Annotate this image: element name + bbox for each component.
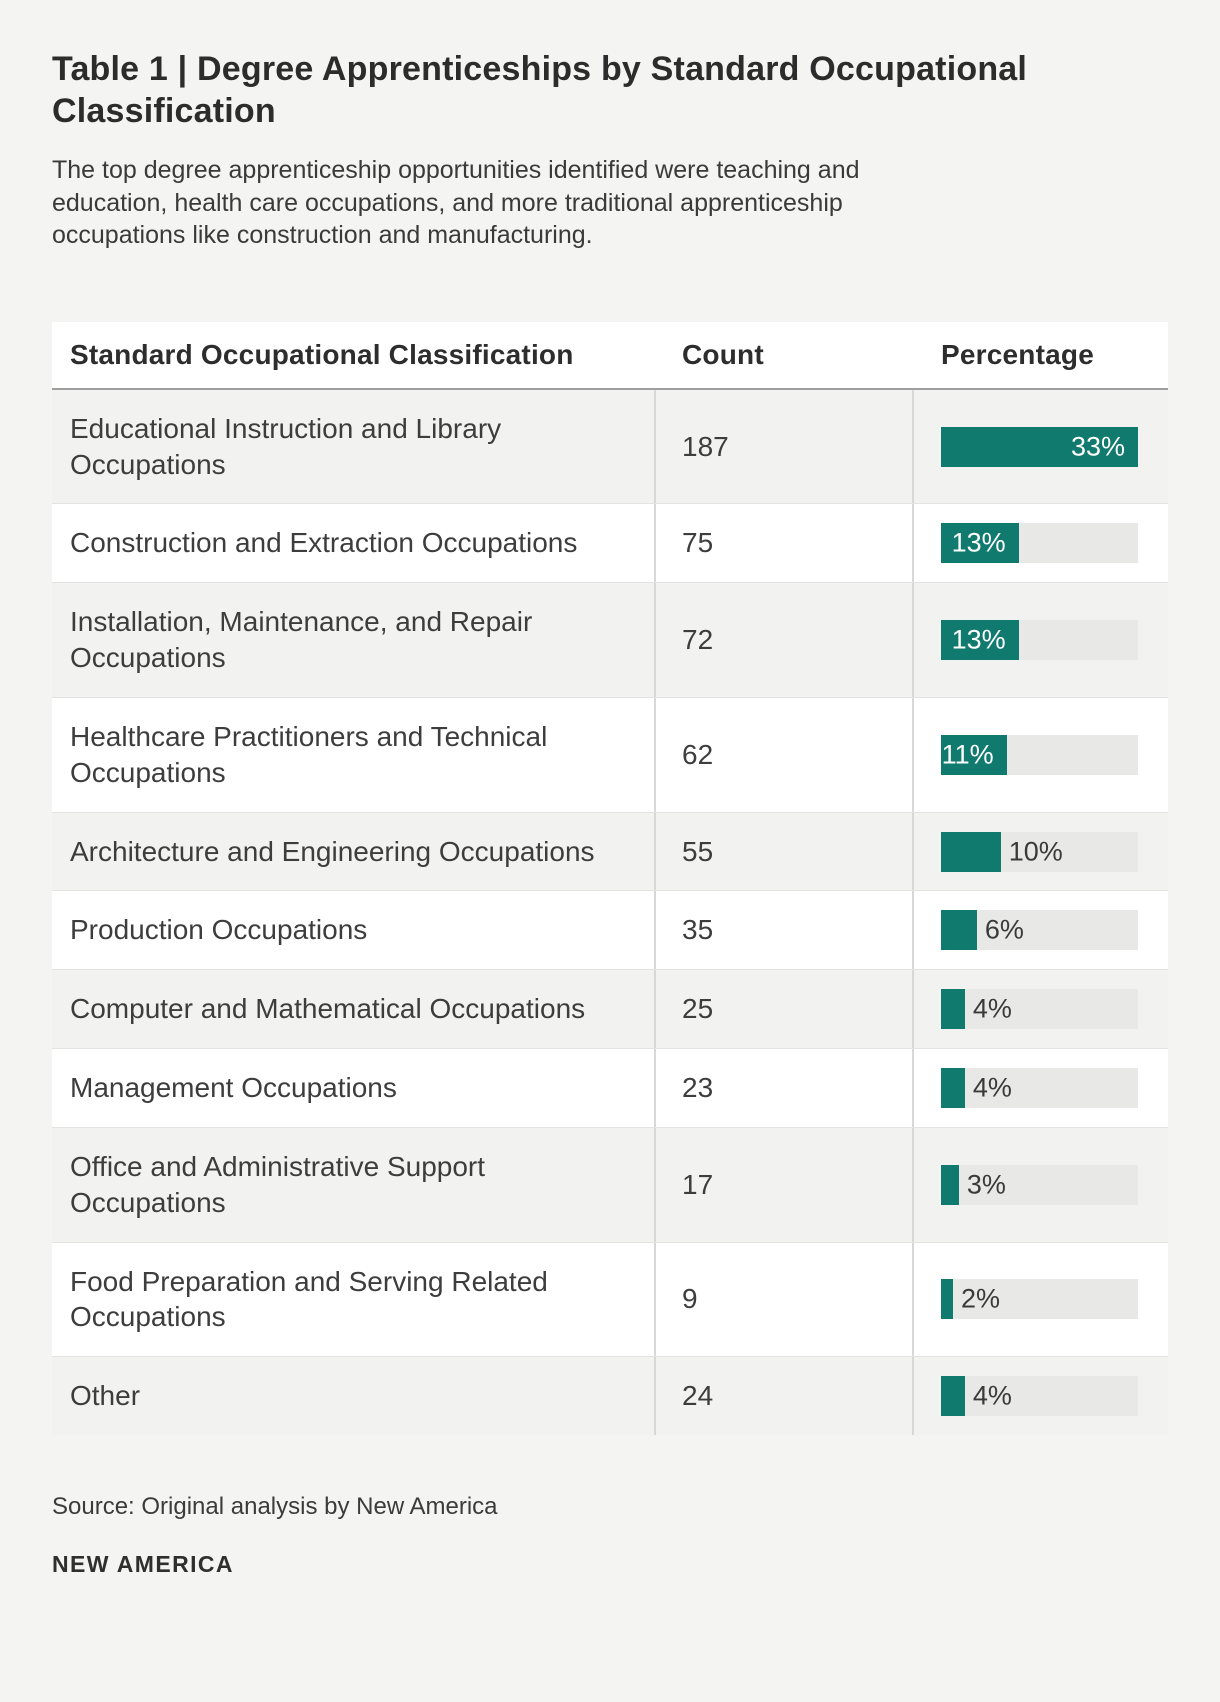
- bar-track: [941, 1068, 1138, 1108]
- row-percentage-cell: [912, 583, 1168, 697]
- row-label-cell: [52, 970, 654, 1048]
- row-label: Food Preparation and Serving Related Occupations: [70, 1265, 548, 1333]
- bar-value-label: 2%: [960, 1283, 1000, 1314]
- row-percentage-cell: [912, 970, 1168, 1048]
- table-row: [52, 812, 1168, 891]
- row-label-cell: [52, 504, 654, 582]
- row-count: 187: [654, 390, 912, 504]
- row-count: 9: [654, 1243, 912, 1357]
- table-row: [52, 1356, 1168, 1435]
- table-row: [52, 697, 1168, 812]
- table-body: [52, 390, 1168, 1435]
- bar-value-label: 3%: [966, 1169, 1006, 1200]
- column-header-count: Count: [682, 338, 764, 370]
- bar-value-label: 13%: [951, 527, 1006, 558]
- row-percentage-cell: [912, 1243, 1168, 1357]
- row-percentage-cell: [912, 813, 1168, 891]
- bar-value-label: 10%: [1008, 836, 1063, 867]
- row-label-cell: [52, 1357, 654, 1435]
- row-label-cell: [52, 390, 654, 504]
- bar-fill: [941, 1165, 959, 1205]
- soc-table: [52, 322, 1168, 1435]
- row-count: 75: [654, 504, 912, 582]
- bar-value-label: 33%: [1070, 431, 1125, 462]
- row-count: 55: [654, 813, 912, 891]
- row-label-cell: [52, 891, 654, 969]
- bar-track: [941, 1376, 1138, 1416]
- row-count: 35: [654, 891, 912, 969]
- row-label: Computer and Mathematical Occupations: [70, 993, 586, 1025]
- bar-track: [941, 620, 1138, 660]
- column-header-percentage: Percentage: [941, 338, 1094, 370]
- row-label: Educational Instruction and Library Occupations: [70, 412, 502, 480]
- bar-fill: [941, 910, 977, 950]
- column-header-classification: Standard Occupational Classification: [70, 338, 574, 370]
- bar-fill: [941, 1068, 965, 1108]
- row-percentage-cell: [912, 891, 1168, 969]
- row-percentage-cell: [912, 698, 1168, 812]
- row-count: 25: [654, 970, 912, 1048]
- bar-value-label: 13%: [951, 624, 1006, 655]
- row-label-cell: [52, 1243, 654, 1357]
- row-percentage-cell: [912, 504, 1168, 582]
- row-label-cell: [52, 813, 654, 891]
- bar-track: [941, 735, 1138, 775]
- bar-fill: [941, 832, 1001, 872]
- row-count: 24: [654, 1357, 912, 1435]
- bar-track: [941, 989, 1138, 1029]
- table-row: [52, 890, 1168, 969]
- row-count: 17: [654, 1128, 912, 1242]
- row-percentage-cell: [912, 390, 1168, 504]
- table-row: [52, 1242, 1168, 1357]
- row-count: 23: [654, 1049, 912, 1127]
- page-title: Table 1 | Degree Apprenticeships by Standard Occupational Classification: [52, 50, 1028, 131]
- bar-value-label: 4%: [972, 993, 1012, 1024]
- bar-value-label: 4%: [972, 1380, 1012, 1411]
- table-header-row: [52, 322, 1168, 390]
- row-label-cell: [52, 698, 654, 812]
- new-america-logo: NEW AMERICA: [52, 1551, 234, 1578]
- row-percentage-cell: [912, 1357, 1168, 1435]
- page-subtitle: The top degree apprenticeship opportunities identified were teaching and education, health care occupations, and more traditional apprenticeship occupations like construction and manufacturing.: [52, 156, 860, 250]
- bar-fill: [941, 1279, 953, 1319]
- source-note: Source: Original analysis by New America: [52, 1493, 498, 1521]
- row-label: Healthcare Practitioners and Technical Occupations: [70, 720, 548, 788]
- row-percentage-cell: [912, 1049, 1168, 1127]
- bar-track: [941, 523, 1138, 563]
- table-row: [52, 582, 1168, 697]
- bar-value-label: 11%: [941, 739, 994, 770]
- row-label-cell: [52, 1128, 654, 1242]
- row-count: 72: [654, 583, 912, 697]
- row-label: Construction and Extraction Occupations: [70, 527, 578, 559]
- row-label: Architecture and Engineering Occupations: [70, 835, 595, 867]
- row-label-cell: [52, 583, 654, 697]
- row-label: Installation, Maintenance, and Repair Occupations: [70, 606, 533, 674]
- bar-track: [941, 1279, 1138, 1319]
- bar-track: [941, 910, 1138, 950]
- bar-track: [941, 832, 1138, 872]
- row-count: 62: [654, 698, 912, 812]
- table-row: [52, 390, 1168, 504]
- table-row: [52, 1127, 1168, 1242]
- table-row: [52, 503, 1168, 582]
- table-row: [52, 969, 1168, 1048]
- row-percentage-cell: [912, 1128, 1168, 1242]
- row-label: Office and Administrative Support Occupations: [70, 1150, 486, 1218]
- row-label-cell: [52, 1049, 654, 1127]
- bar-value-label: 6%: [984, 914, 1024, 945]
- bar-track: [941, 1165, 1138, 1205]
- row-label: Production Occupations: [70, 914, 368, 946]
- table-row: [52, 1048, 1168, 1127]
- bar-fill: [941, 1376, 965, 1416]
- row-label: Other: [70, 1380, 141, 1412]
- row-label: Management Occupations: [70, 1072, 397, 1104]
- bar-track: [941, 427, 1138, 467]
- bar-value-label: 4%: [972, 1072, 1012, 1103]
- bar-fill: [941, 989, 965, 1029]
